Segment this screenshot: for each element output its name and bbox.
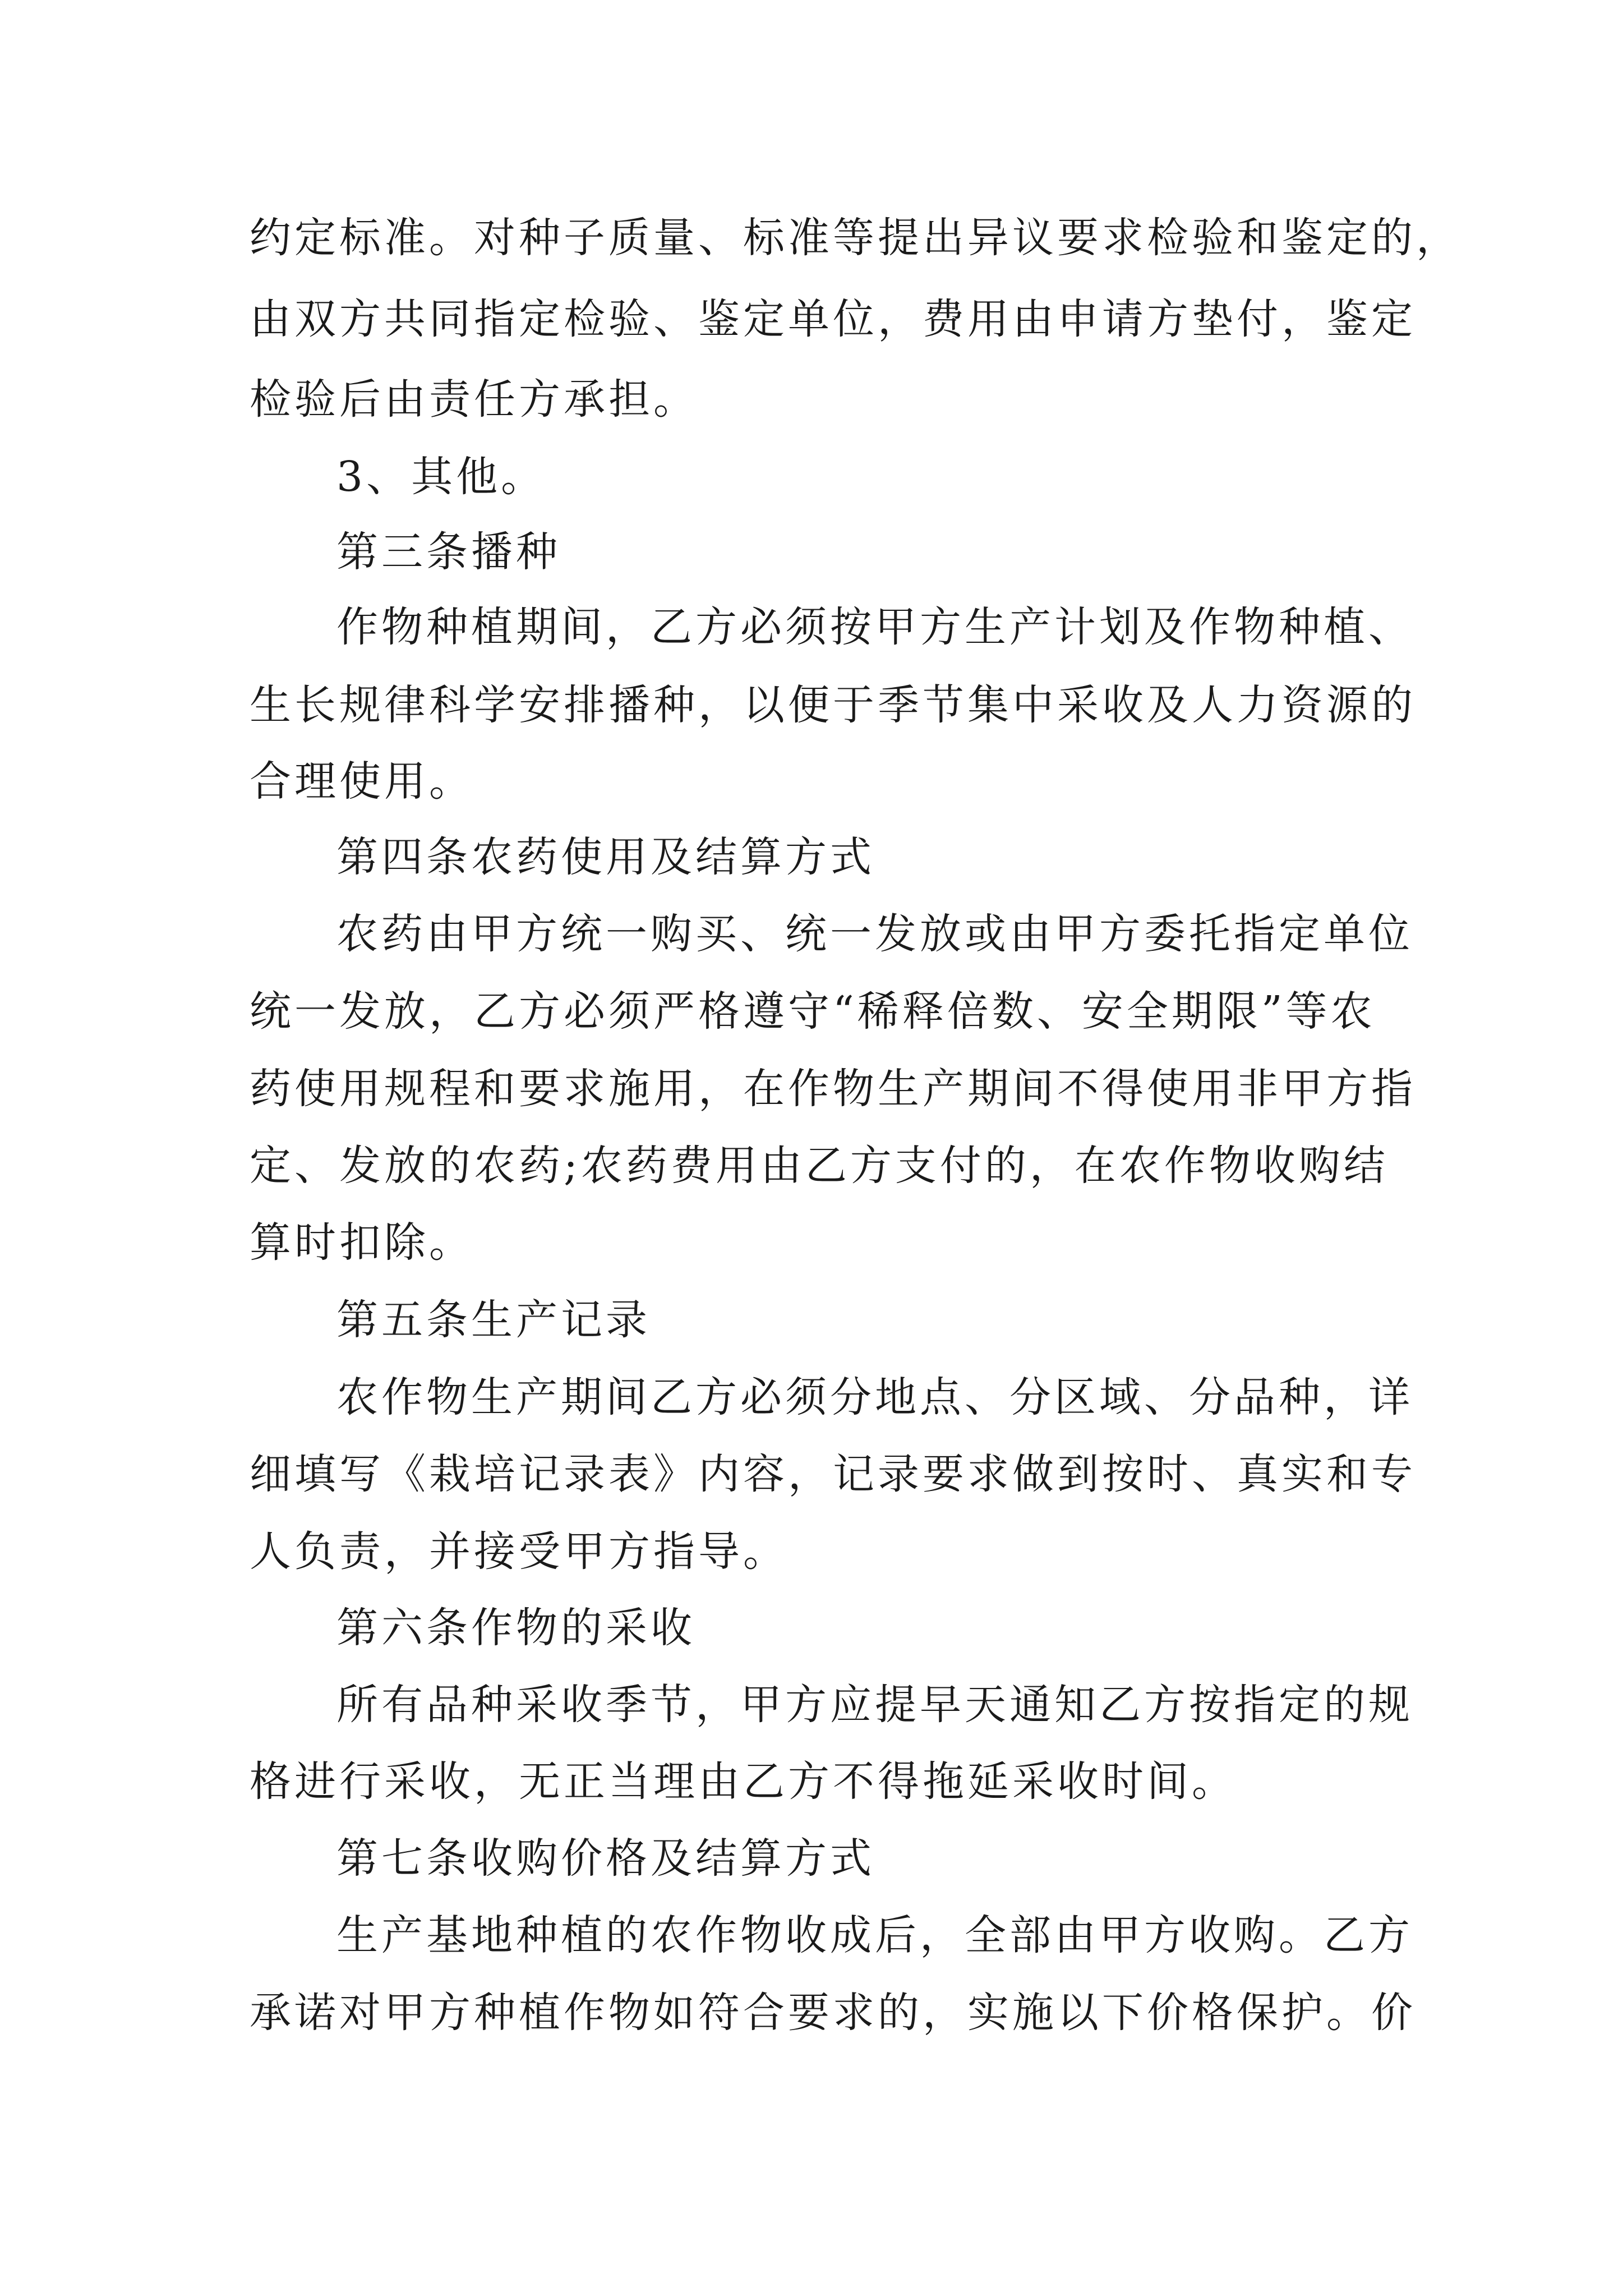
- section-heading: 第三条播种: [336, 528, 561, 576]
- text-line: 统一发放，乙方必须严格遵守“稀释倍数、安全期限”等农: [250, 987, 1376, 1036]
- text-line: 约定标准。对种子质量、标准等提出异议要求检验和鉴定的，: [250, 214, 1461, 262]
- text-line: 所有品种采收季节，甲方应提早天通知乙方按指定的规: [336, 1681, 1413, 1729]
- text-line: 农作物生产期间乙方必须分地点、分区域、分品种，详: [336, 1373, 1413, 1421]
- section-heading: 第六条作物的采收: [336, 1604, 695, 1652]
- text-line: 细填写《栽培记录表》内容，记录要求做到按时、真实和专: [250, 1450, 1416, 1498]
- text-line: 农药由甲方统一购买、统一发放或由甲方委托指定单位: [336, 910, 1413, 958]
- text-line: 格进行采收，无正当理由乙方不得拖延采收时间。: [250, 1757, 1237, 1806]
- text-line: 人负责，并接受甲方指导。: [250, 1527, 788, 1576]
- section-heading: 第四条农药使用及结算方式: [336, 833, 875, 881]
- section-heading: 第五条生产记录: [336, 1296, 651, 1344]
- text-line: 生产基地种植的农作物收成后，全部由甲方收购。乙方: [336, 1911, 1413, 1959]
- text-line: 承诺对甲方种植作物如符合要求的，实施以下价格保护。价: [250, 1989, 1416, 2037]
- text-line: 作物种植期间，乙方必须按甲方生产计划及作物种植、: [336, 603, 1413, 651]
- text-line: 定、发放的农药;农药费用由乙方支付的，在农作物收购结: [250, 1142, 1389, 1190]
- text-line: 药使用规程和要求施用，在作物生产期间不得使用非甲方指: [250, 1065, 1416, 1113]
- section-heading: 第七条收购价格及结算方式: [336, 1834, 875, 1883]
- text-line: 由双方共同指定检验、鉴定单位，费用由申请方垫付，鉴定: [250, 295, 1416, 343]
- text-line: 合理使用。: [250, 757, 474, 806]
- text-line: 3、其他。: [336, 453, 546, 501]
- text-line: 检验后由责任方承担。: [250, 375, 698, 424]
- text-line: 算时扣除。: [250, 1218, 474, 1267]
- text-line: 生长规律科学安排播种，以便于季节集中采收及人力资源的: [250, 681, 1416, 729]
